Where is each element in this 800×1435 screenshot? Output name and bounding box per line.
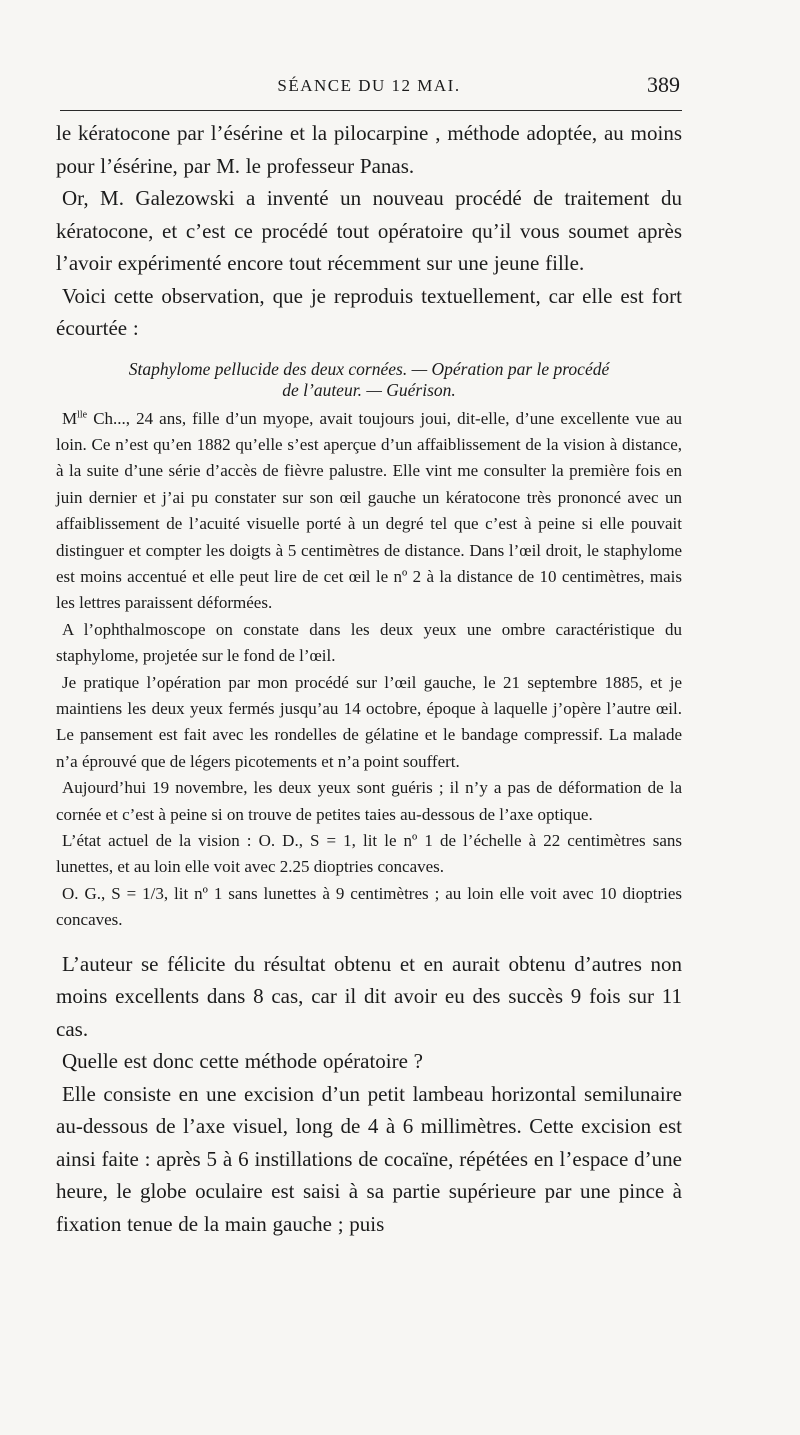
observation-title-line-2: de l’auteur. — Guérison. [282,380,456,400]
body-text [56,117,682,1240]
paragraph-outro-1: L’auteur se félicite du résultat obtenu et en aurait obtenu d’autres non moins excellents dans 8 cas, car il dit avoir eu des succès 9 fois sur 11 cas. [56,951,682,1041]
paragraph-outro-3: Elle consiste en une excision d’un petit lambeau horizontal semilunaire au-dessous de l’axe visuel, long de 4 à 6 millimètres. Cette excision est ainsi faite : après 5 à 6 instillations de cocaïne, répétées en l’espace d’une heure, le globe oculaire est saisi à sa partie supérieure par une pince à fixation tenue de la main gauche ; puis [56,1081,682,1236]
paragraph-outro-2: Quelle est donc cette méthode opératoire ? [62,1049,424,1074]
observation-title [56,359,682,402]
section-gap [56,934,682,948]
observation-honorific-sup: lle [77,408,88,420]
paragraph-intro-3: Voici cette observation, que je reproduis textuellement, car elle est fort écourtée : [56,283,682,340]
observation-paragraph-6: O. G., S = 1/3, lit nº 1 sans lunettes à 9 centimètres ; au loin elle voit avec 10 dioptries concaves. [56,883,682,930]
observation-paragraph-1-text: Ch..., 24 ans, fille d’un myope, avait toujours joui, dit-elle, d’une excellente vue au loin. Ce n’est qu’en 1882 qu’elle s’est aperçue d’un affaiblissement de la vision à distance, à la suite d’une série d’accès de fièvre palustre. Elle vint me consulter la première fois en juin dernier et j’ai pu constater sur son œil gauche un kératocone très prononcé avec un affaiblissement de l’acuité visuelle porté à un degré tel que c’est à peine si elle pouvait distinguer et compter les doigts à 5 centimètres de distance. Dans l’œil droit, le staphylome est moins accentué et elle peut lire de cet œil le nº 2 à la distance de 10 centimètres, mais les lettres paraissent déformées. [56,408,682,613]
page-number: 389 [647,72,680,97]
header-rule [60,110,682,111]
paragraph-intro-2: Or, M. Galezowski a inventé un nouveau procédé de traitement du kératocone, et c’est ce procédé tout opératoire qu’il vous soumet après l’avoir expérimenté encore tout récemment sur une jeune fille. [56,186,682,275]
observation-title-line-1: Staphylome pellucide des deux cornées. — Opération par le procédé [128,358,610,379]
running-header [56,66,682,96]
observation-paragraph-5: L’état actuel de la vision : O. D., S = 1, lit le nº 1 de l’échelle à 22 centimètres sans lunettes, et au loin elle voit avec 2.25 dioptries concaves. [56,831,682,877]
book-page [56,66,682,1240]
observation-paragraph-1 [56,406,682,617]
running-title: SÉANCE DU 12 MAI. [277,76,461,95]
paragraph-intro-1: le kératocone par l’ésérine et la pilocarpine , méthode adoptée, au moins pour l’ésérine, par M. le professeur Panas. [56,121,682,178]
observation-paragraph-2: A l’ophthalmoscope on constate dans les deux yeux une ombre caractéristique du staphylome, projetée sur le fond de l’œil. [56,619,682,666]
observation-paragraph-3: Je pratique l’opération par mon procédé sur l’œil gauche, le 21 septembre 1885, et je maintiens les deux yeux fermés jusqu’au 14 octobre, époque à laquelle j’opère l’autre œil. Le pansement est fait avec les rondelles de gélatine et le bandage compressif. La malade n’a éprouvé que de légers picotements et n’a point souffert. [56,672,682,771]
observation-honorific: M [62,408,78,428]
observation-paragraph-4: Aujourd’hui 19 novembre, les deux yeux sont guéris ; il n’y a pas de déformation de la cornée et c’est à peine si on trouve de petites taies au-dessous de l’axe optique. [56,778,682,824]
